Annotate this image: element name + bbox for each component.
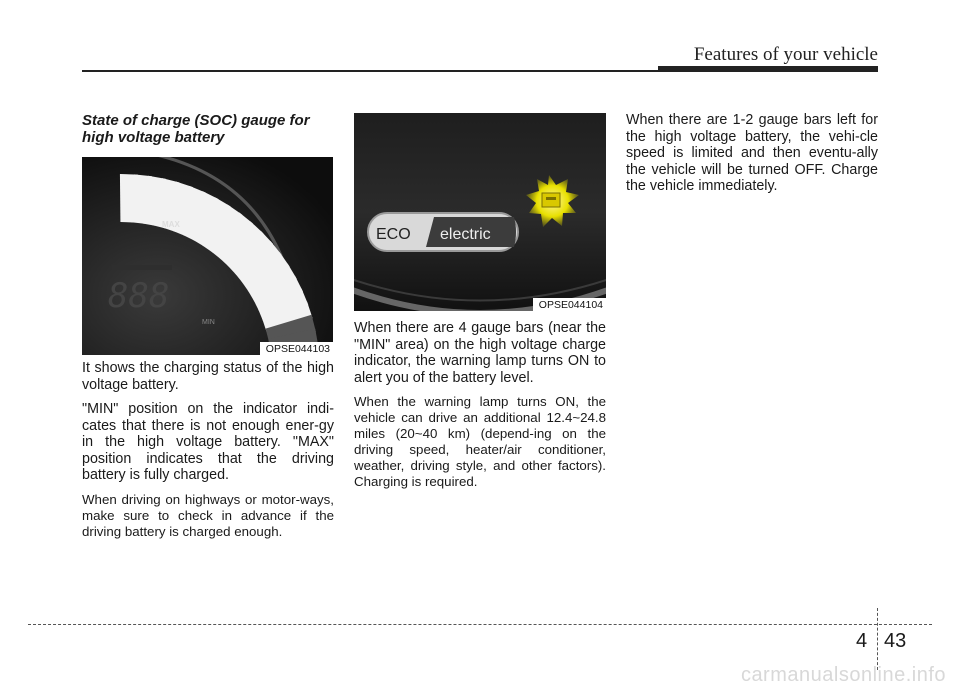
- eco-label: ECO: [376, 226, 411, 243]
- chapter-number: 4: [856, 630, 868, 652]
- header-title: Features of your vehicle: [693, 44, 878, 65]
- header-rule-accent: [658, 66, 878, 71]
- soc-gauge-figure: [82, 157, 333, 355]
- column-3-body: [626, 112, 878, 203]
- min-label: MIN: [202, 319, 215, 326]
- figure-caption: OPSE044103: [260, 342, 333, 355]
- eco-electric-illustration: [354, 113, 606, 311]
- max-label: MAX: [162, 220, 180, 229]
- column-1: [82, 112, 334, 156]
- paragraph: When driving on highways or motor-ways, make sure to check in advance if the driving battery is charged enough.: [82, 491, 334, 539]
- paragraph: When the warning lamp turns ON, the vehicle can drive an additional 12.4~24.8 miles (20~40 km) (depend-ing on the driving speed, heater/air conditioner, weather, driving style, and other factors). Charging is required.: [354, 394, 606, 489]
- digital-readout: 888: [108, 276, 170, 316]
- paragraph: "MIN" position on the indicator indi-cates that there is not enough ener-gy in the high voltage battery. "MAX" position indicates that the driving battery is fully charged.: [82, 401, 334, 483]
- paragraph: It shows the charging status of the high voltage battery.: [82, 360, 334, 393]
- column-1-body: [82, 360, 334, 548]
- footer-rule: [28, 624, 932, 625]
- electric-label: electric: [440, 226, 491, 243]
- column-2-body: [354, 320, 606, 498]
- footer-divider: [877, 608, 878, 670]
- paragraph: When there are 1-2 gauge bars left for the high voltage battery, the vehi-cle speed is limited and then eventu-ally the vehicle will be turned OFF. Charge the vehicle immediately.: [626, 112, 878, 194]
- watermark: carmanualsonline.info: [740, 664, 946, 686]
- paragraph: When there are 4 gauge bars (near the "MIN" area) on the high voltage charge indicator, the warning lamp turns ON to alert you of the battery level.: [354, 320, 606, 386]
- eco-electric-figure: [354, 113, 606, 311]
- section-heading: State of charge (SOC) gauge for high voltage battery: [82, 112, 310, 146]
- page-number: 43: [884, 630, 907, 652]
- figure-caption: OPSE044104: [533, 298, 606, 311]
- soc-gauge-illustration: [82, 157, 333, 355]
